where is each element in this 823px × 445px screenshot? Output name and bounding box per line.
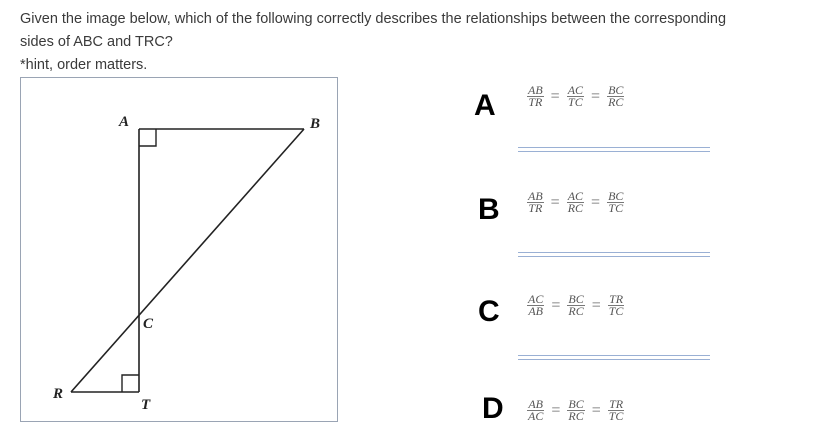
equals-sign: = bbox=[551, 401, 561, 419]
triangle-diagram bbox=[21, 78, 337, 421]
denominator: TC bbox=[608, 201, 624, 215]
label-r: R bbox=[53, 386, 64, 402]
segment-rb bbox=[71, 129, 304, 392]
numerator: TR bbox=[609, 292, 624, 306]
answer-line-c[interactable] bbox=[518, 355, 710, 360]
denominator: AC bbox=[528, 409, 544, 423]
fraction bbox=[567, 85, 584, 108]
denominator: TC bbox=[608, 304, 624, 318]
question-line-1: Given the image below, which of the following correctly describes the relationships between the corresponding bbox=[20, 11, 727, 27]
numerator: BC bbox=[608, 83, 624, 97]
option-letter: A bbox=[474, 89, 496, 122]
triangle-figure bbox=[20, 77, 338, 422]
fraction bbox=[567, 294, 584, 317]
denominator: TR bbox=[528, 201, 543, 215]
numerator: AC bbox=[567, 189, 584, 203]
denominator: RC bbox=[567, 201, 584, 215]
label-c: C bbox=[143, 316, 154, 332]
right-angle-a bbox=[139, 129, 156, 146]
denominator: AB bbox=[528, 304, 543, 318]
fraction bbox=[607, 191, 624, 214]
fraction bbox=[567, 191, 584, 214]
ratio-expression bbox=[527, 85, 624, 108]
denominator: RC bbox=[608, 95, 624, 109]
numerator: AC bbox=[567, 83, 584, 97]
option-letter: B bbox=[478, 193, 500, 226]
question-text bbox=[20, 8, 820, 77]
answer-line-b[interactable] bbox=[518, 252, 710, 257]
question-line-2: sides of ABC and TRC? bbox=[20, 34, 173, 50]
equals-sign: = bbox=[591, 193, 601, 211]
equals-sign: = bbox=[551, 296, 561, 314]
equals-sign: = bbox=[591, 401, 601, 419]
fraction bbox=[567, 399, 584, 422]
denominator: RC bbox=[568, 409, 584, 423]
equals-sign: = bbox=[550, 193, 560, 211]
equals-sign: = bbox=[591, 87, 601, 105]
fraction bbox=[527, 85, 544, 108]
label-b: B bbox=[310, 116, 321, 132]
label-t: T bbox=[141, 397, 151, 413]
numerator: BC bbox=[568, 397, 584, 411]
fraction bbox=[608, 399, 625, 422]
fraction bbox=[527, 399, 544, 422]
denominator: TC bbox=[608, 409, 624, 423]
numerator: AB bbox=[528, 189, 543, 203]
numerator: AC bbox=[528, 292, 544, 306]
fraction bbox=[607, 85, 624, 108]
ratio-expression bbox=[527, 294, 624, 317]
fraction bbox=[527, 191, 544, 214]
answer-line-a[interactable] bbox=[518, 147, 710, 152]
option-letter: C bbox=[478, 295, 500, 328]
option-letter: D bbox=[482, 392, 504, 425]
ratio-expression bbox=[527, 399, 624, 422]
numerator: TR bbox=[609, 397, 624, 411]
label-a: A bbox=[119, 114, 130, 130]
equals-sign: = bbox=[591, 296, 601, 314]
numerator: BC bbox=[568, 292, 584, 306]
right-angle-t bbox=[122, 375, 139, 392]
numerator: BC bbox=[608, 189, 624, 203]
ratio-expression bbox=[527, 191, 624, 214]
denominator: RC bbox=[568, 304, 584, 318]
numerator: AB bbox=[528, 397, 543, 411]
equals-sign: = bbox=[550, 87, 560, 105]
denominator: TC bbox=[568, 95, 583, 109]
denominator: TR bbox=[528, 95, 543, 109]
hint-text: *hint, order matters. bbox=[20, 57, 148, 73]
fraction bbox=[608, 294, 625, 317]
numerator: AB bbox=[528, 83, 543, 97]
fraction bbox=[527, 294, 544, 317]
